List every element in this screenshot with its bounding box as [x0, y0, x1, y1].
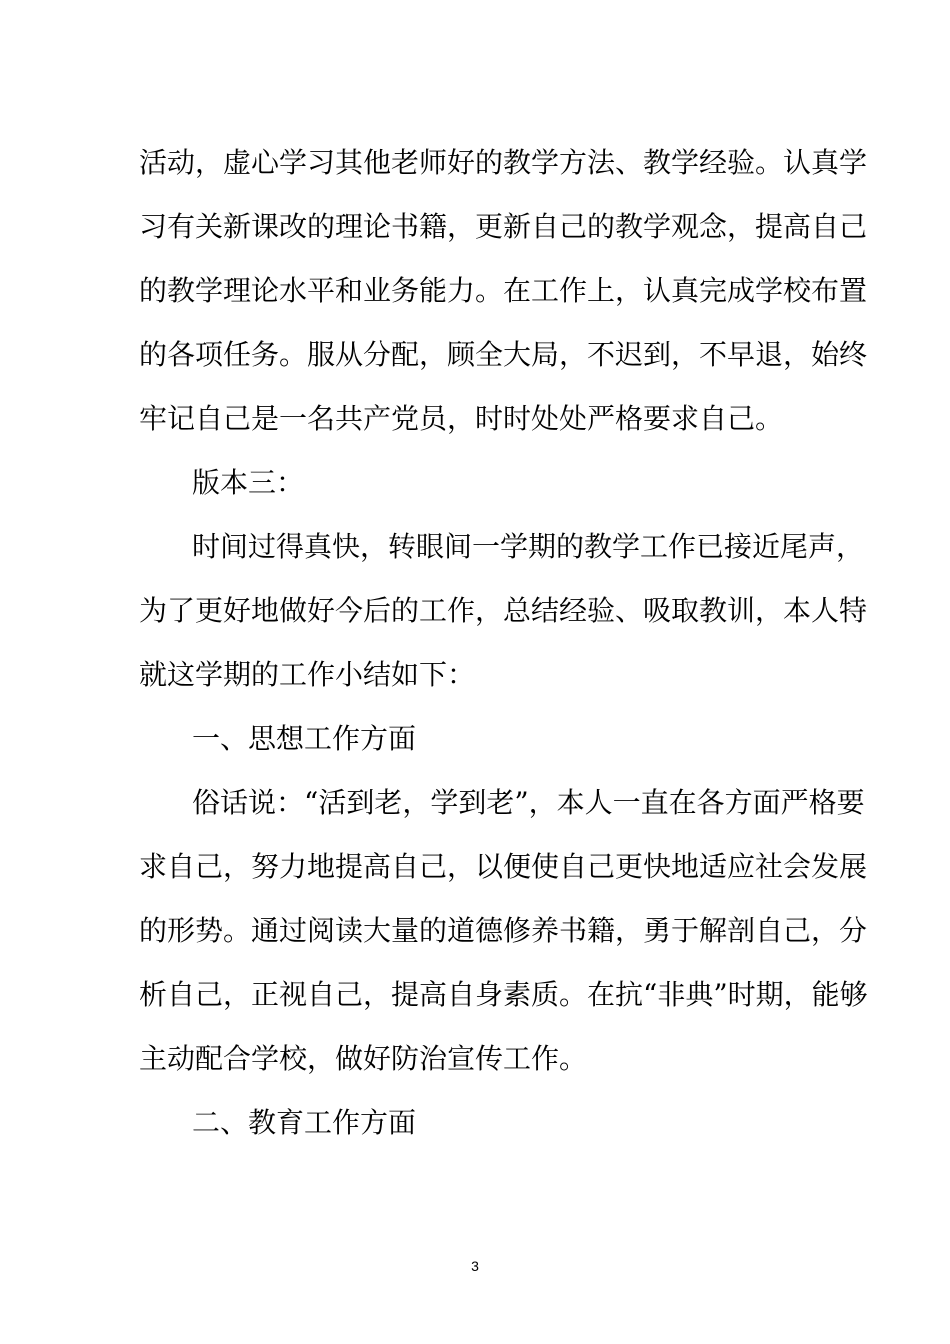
body-text-line: 时间过得真快，转眼间一学期的教学工作已接近尾声， [192, 530, 865, 563]
body-text-line: 为了更好地做好今后的工作，总结经验、吸取教训，本人特 [139, 594, 868, 627]
body-text-line: 习有关新课改的理论书籍，更新自己的教学观念，提高自己 [139, 210, 868, 243]
body-text-line: 主动配合学校，做好防治宣传工作。 [139, 1042, 588, 1075]
section-heading-version-three: 版本三： [192, 466, 305, 499]
section-heading-ideology: 一、思想工作方面 [192, 722, 417, 755]
body-text-line: 的教学理论水平和业务能力。在工作上，认真完成学校布置 [139, 274, 868, 307]
body-text-line: 求自己，努力地提高自己，以便使自己更快地适应社会发展 [139, 850, 868, 883]
section-heading-education: 二、教育工作方面 [192, 1106, 417, 1139]
body-text-line: 牢记自己是一名共产党员，时时处处严格要求自己。 [139, 402, 784, 435]
body-text-line: 的各项任务。服从分配，顾全大局，不迟到，不早退，始终 [139, 338, 868, 371]
page-number: 3 [471, 1258, 479, 1274]
body-text-line: 活动，虚心学习其他老师好的教学方法、教学经验。认真学 [139, 146, 868, 179]
body-text-line: 的形势。通过阅读大量的道德修养书籍，勇于解剖自己，分 [139, 914, 868, 947]
body-text-line: 析自己，正视自己，提高自身素质。在抗“非典”时期，能够 [139, 978, 868, 1011]
body-text-line: 就这学期的工作小结如下： [139, 658, 476, 691]
body-text-line: 俗话说：“活到老，学到老”，本人一直在各方面严格要 [192, 786, 865, 819]
